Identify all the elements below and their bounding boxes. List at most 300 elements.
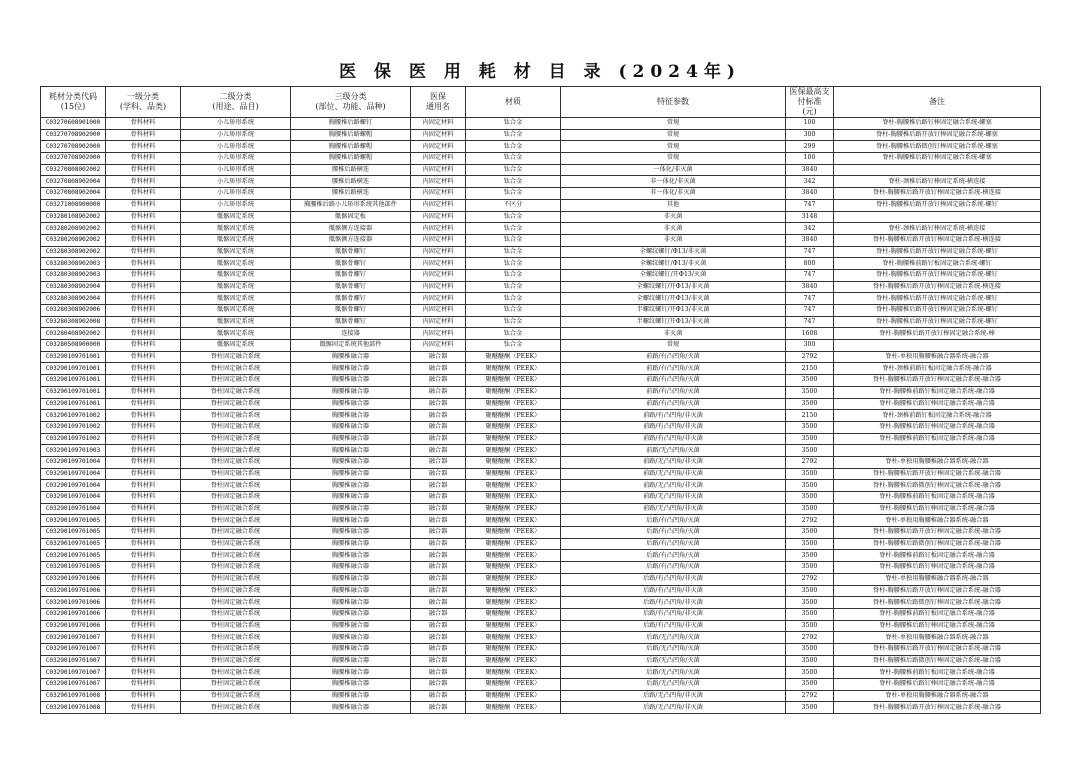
cell-generic-name: 融合器 (411, 351, 466, 363)
cell-generic-name: 融合器 (411, 527, 466, 539)
catalog-table (40, 86, 1041, 714)
cell-category-3: 胸腰椎融合器 (291, 445, 411, 457)
cell-remarks: 脊柱-单独用胸腰椎融合器系统-融合器 (834, 690, 1041, 702)
cell-material: 钛合金 (466, 281, 561, 293)
cell-remarks: 脊柱-胸腰椎前路钉板固定融合系统-融合器 (834, 386, 1041, 398)
cell-max-payment: 3500 (786, 655, 834, 667)
cell-category-1: 骨科材料 (106, 527, 181, 539)
cell-category-3: 胸腰椎融合器 (291, 632, 411, 644)
cell-category-1: 骨科材料 (106, 667, 181, 679)
cell-material: 聚醚醚酮（PEEK） (466, 690, 561, 702)
cell-category-3: 骶髂侧方连接器 (291, 223, 411, 235)
cell-category-3: 胸腰椎融合器 (291, 643, 411, 655)
cell-category-2: 脊柱固定融合系统 (181, 433, 291, 445)
cell-category-1: 骨科材料 (106, 363, 181, 375)
cell-category-2: 脊柱固定融合系统 (181, 503, 291, 515)
cell-category-1: 骨科材料 (106, 305, 181, 317)
cell-code: C03290109701008 (41, 690, 106, 702)
cell-material: 聚醚醚酮（PEEK） (466, 655, 561, 667)
cell-category-1: 骨科材料 (106, 679, 181, 691)
cell-remarks: 脊柱-胸腰椎前路钉板固定融合系统-融合器 (834, 492, 1041, 504)
cell-category-1: 骨科材料 (106, 433, 181, 445)
cell-generic-name: 融合器 (411, 468, 466, 480)
cell-feature-params: 前路/有凸凹角/灭菌 (561, 375, 786, 387)
cell-max-payment: 3500 (786, 386, 834, 398)
cell-category-2: 脊柱固定融合系统 (181, 667, 291, 679)
cell-feature-params: 半螺纹螺钉/开Φ13/非灭菌 (561, 316, 786, 328)
cell-category-3: 胸腰椎融合器 (291, 503, 411, 515)
cell-category-2: 脊柱固定融合系统 (181, 351, 291, 363)
cell-material: 聚醚醚酮（PEEK） (466, 573, 561, 585)
cell-category-2: 脊柱固定融合系统 (181, 468, 291, 480)
cell-category-1: 骨科材料 (106, 468, 181, 480)
cell-feature-params: 非一体化/非灭菌 (561, 188, 786, 200)
cell-max-payment: 300 (786, 340, 834, 352)
cell-generic-name: 融合器 (411, 445, 466, 457)
cell-category-3: 胸腰椎融合器 (291, 585, 411, 597)
cell-remarks: 脊柱-胸腰椎前路钉板固定融合系统-融合器 (834, 667, 1041, 679)
cell-category-3: 骶髂骨螺钉 (291, 269, 411, 281)
cell-code: C03290109701007 (41, 667, 106, 679)
cell-category-2: 脊柱固定融合系统 (181, 655, 291, 667)
cell-category-1: 骨科材料 (106, 421, 181, 433)
cell-max-payment: 2792 (786, 690, 834, 702)
cell-category-2: 骶髂固定系统 (181, 223, 291, 235)
table-row (41, 643, 1041, 655)
table-row (41, 456, 1041, 468)
cell-code: C03270708902000 (41, 129, 106, 141)
cell-remarks: 脊柱-胸腰椎前路钉板固定融合系统-融合器 (834, 550, 1041, 562)
cell-feature-params: 全螺纹螺钉/开Φ13/非灭菌 (561, 281, 786, 293)
table-row (41, 340, 1041, 352)
table-row (41, 375, 1041, 387)
cell-feature-params: 前路/有凸凹角/非灭菌 (561, 433, 786, 445)
table-row (41, 503, 1041, 515)
cell-category-3: 胸腰椎融合器 (291, 480, 411, 492)
cell-category-2: 脊柱固定融合系统 (181, 480, 291, 492)
cell-remarks: 脊柱-单独用胸腰椎融合器系统-融合器 (834, 573, 1041, 585)
cell-remarks: 脊柱-胸腰椎后路微创钉棒固定融合系统-融合器 (834, 655, 1041, 667)
cell-generic-name: 内固定材料 (411, 340, 466, 352)
cell-category-1: 骨科材料 (106, 269, 181, 281)
column-header-category-3: 三级分类 (部位、功能、品种) (291, 87, 411, 118)
cell-category-1: 骨科材料 (106, 246, 181, 258)
cell-category-2: 脊柱固定融合系统 (181, 585, 291, 597)
cell-max-payment: 100 (786, 153, 834, 165)
cell-max-payment: 2150 (786, 410, 834, 422)
cell-generic-name: 融合器 (411, 421, 466, 433)
cell-category-3: 胸腰椎融合器 (291, 608, 411, 620)
cell-remarks: 脊柱-胸腰椎后路钉棒固定融合系统-融合器 (834, 562, 1041, 574)
table-row (41, 398, 1041, 410)
cell-max-payment: 3500 (786, 421, 834, 433)
table-row (41, 608, 1041, 620)
cell-remarks: 脊柱-胸腰椎后路钉棒固定融合系统-融合器 (834, 503, 1041, 515)
cell-category-2: 骶髂固定系统 (181, 293, 291, 305)
cell-feature-params: 前路/无凸凹角/非灭菌 (561, 503, 786, 515)
cell-category-3: 胸腰椎融合器 (291, 386, 411, 398)
cell-material: 聚醚醚酮（PEEK） (466, 351, 561, 363)
cell-generic-name: 融合器 (411, 410, 466, 422)
cell-category-2: 小儿矫形系统 (181, 188, 291, 200)
cell-category-1: 骨科材料 (106, 153, 181, 165)
cell-material: 聚醚醚酮（PEEK） (466, 585, 561, 597)
cell-category-1: 骨科材料 (106, 538, 181, 550)
cell-feature-params: 后路/有凸凹角/非灭菌 (561, 597, 786, 609)
cell-category-2: 小儿矫形系统 (181, 118, 291, 130)
cell-code: C03271008900000 (41, 199, 106, 211)
cell-category-2: 小儿矫形系统 (181, 141, 291, 153)
cell-feature-params: 常规 (561, 153, 786, 165)
cell-code: C03290109701002 (41, 410, 106, 422)
cell-generic-name: 内固定材料 (411, 234, 466, 246)
cell-remarks: 脊柱-胸腰椎前路钉板固定融合系统-螺钉 (834, 258, 1041, 270)
table-row (41, 246, 1041, 258)
cell-code: C03280308902003 (41, 269, 106, 281)
cell-category-1: 骨科材料 (106, 375, 181, 387)
table-row (41, 410, 1041, 422)
cell-category-1: 骨科材料 (106, 410, 181, 422)
cell-max-payment: 3500 (786, 702, 834, 714)
cell-category-3: 胸腰椎融合器 (291, 456, 411, 468)
cell-category-1: 骨科材料 (106, 655, 181, 667)
cell-code: C03290109701006 (41, 620, 106, 632)
cell-category-2: 脊柱固定融合系统 (181, 421, 291, 433)
cell-remarks: 脊柱-胸腰椎后路开放钉棒固定融合系统-棒 (834, 328, 1041, 340)
table-row (41, 620, 1041, 632)
table-row (41, 702, 1041, 714)
cell-category-3: 骶髂侧方连接器 (291, 234, 411, 246)
cell-feature-params: 全螺纹螺钉/Φ13/非灭菌 (561, 246, 786, 258)
cell-category-1: 骨科材料 (106, 597, 181, 609)
table-row (41, 433, 1041, 445)
cell-max-payment: 3840 (786, 281, 834, 293)
cell-category-3: 腰椎后路横连 (291, 188, 411, 200)
cell-category-3: 胸腰椎后路螺钉 (291, 118, 411, 130)
cell-category-3: 骶髂固定系统其他部件 (291, 340, 411, 352)
cell-category-1: 骨科材料 (106, 632, 181, 644)
cell-max-payment: 747 (786, 316, 834, 328)
cell-category-2: 骶髂固定系统 (181, 211, 291, 223)
cell-category-2: 脊柱固定融合系统 (181, 363, 291, 375)
cell-max-payment: 3500 (786, 550, 834, 562)
cell-feature-params: 一体化/非灭菌 (561, 164, 786, 176)
table-row (41, 293, 1041, 305)
cell-feature-params: 后路/无凸凹角/非灭菌 (561, 702, 786, 714)
cell-generic-name: 融合器 (411, 480, 466, 492)
cell-max-payment: 3840 (786, 164, 834, 176)
cell-category-3: 胸腰椎融合器 (291, 375, 411, 387)
cell-feature-params: 非一体化/非灭菌 (561, 176, 786, 188)
cell-feature-params: 后路/无凸凹角/灭菌 (561, 667, 786, 679)
cell-max-payment: 2792 (786, 515, 834, 527)
cell-max-payment: 3500 (786, 667, 834, 679)
cell-category-1: 骨科材料 (106, 492, 181, 504)
cell-material: 钛合金 (466, 153, 561, 165)
cell-feature-params: 全螺纹螺钉/开Φ13/非灭菌 (561, 293, 786, 305)
cell-generic-name: 内固定材料 (411, 316, 466, 328)
cell-category-1: 骨科材料 (106, 456, 181, 468)
cell-category-2: 脊柱固定融合系统 (181, 562, 291, 574)
cell-category-1: 骨科材料 (106, 129, 181, 141)
cell-feature-params: 前路/无凸凹角/非灭菌 (561, 492, 786, 504)
cell-generic-name: 融合器 (411, 515, 466, 527)
cell-material: 钛合金 (466, 129, 561, 141)
cell-category-2: 骶髂固定系统 (181, 305, 291, 317)
table-row (41, 281, 1041, 293)
cell-category-3: 连接器 (291, 328, 411, 340)
cell-remarks (834, 340, 1041, 352)
cell-generic-name: 融合器 (411, 632, 466, 644)
cell-remarks: 脊柱-胸腰椎后路开放钉棒固定融合系统-横连接 (834, 281, 1041, 293)
cell-category-3: 胸腰椎融合器 (291, 667, 411, 679)
cell-code: C03290109701003 (41, 445, 106, 457)
cell-category-3: 胸腰椎融合器 (291, 468, 411, 480)
cell-category-1: 骨科材料 (106, 562, 181, 574)
cell-category-2: 脊柱固定融合系统 (181, 573, 291, 585)
cell-code: C03290109701007 (41, 632, 106, 644)
cell-max-payment: 3500 (786, 398, 834, 410)
cell-category-3: 腰椎后路横连 (291, 164, 411, 176)
cell-code: C03270708902000 (41, 141, 106, 153)
cell-code: C03280408902002 (41, 328, 106, 340)
cell-category-1: 骨科材料 (106, 515, 181, 527)
cell-generic-name: 融合器 (411, 562, 466, 574)
cell-code: C03290109701004 (41, 492, 106, 504)
cell-material: 聚醚醚酮（PEEK） (466, 410, 561, 422)
cell-material: 聚醚醚酮（PEEK） (466, 456, 561, 468)
cell-category-2: 小儿矫形系统 (181, 199, 291, 211)
cell-feature-params: 其他 (561, 199, 786, 211)
cell-generic-name: 内固定材料 (411, 281, 466, 293)
cell-remarks: 脊柱-单独用胸腰椎融合器系统-融合器 (834, 351, 1041, 363)
cell-category-3: 胸腰椎融合器 (291, 679, 411, 691)
cell-remarks: 脊柱-胸腰椎后路开放钉棒固定融合系统-螺钉 (834, 269, 1041, 281)
cell-material: 钛合金 (466, 141, 561, 153)
cell-material: 聚醚醚酮（PEEK） (466, 468, 561, 480)
cell-material: 钛合金 (466, 340, 561, 352)
cell-material: 聚醚醚酮（PEEK） (466, 643, 561, 655)
cell-max-payment: 747 (786, 199, 834, 211)
cell-category-1: 骨科材料 (106, 398, 181, 410)
table-row (41, 141, 1041, 153)
cell-material: 钛合金 (466, 118, 561, 130)
cell-generic-name: 融合器 (411, 492, 466, 504)
cell-category-3: 胸腰椎融合器 (291, 562, 411, 574)
table-row (41, 527, 1041, 539)
cell-feature-params: 后路/有凸凹角/灭菌 (561, 562, 786, 574)
cell-category-1: 骨科材料 (106, 690, 181, 702)
cell-feature-params: 前路/有凸凹角/灭菌 (561, 398, 786, 410)
table-body (41, 118, 1041, 714)
cell-max-payment: 3500 (786, 643, 834, 655)
cell-code: C03290109701002 (41, 433, 106, 445)
cell-category-2: 脊柱固定融合系统 (181, 492, 291, 504)
table-row (41, 188, 1041, 200)
cell-material: 聚醚醚酮（PEEK） (466, 597, 561, 609)
table-row (41, 515, 1041, 527)
cell-max-payment: 3500 (786, 375, 834, 387)
cell-remarks: 脊柱-胸腰椎后路开放钉棒固定融合系统-融合器 (834, 702, 1041, 714)
cell-code: C03290109701002 (41, 421, 106, 433)
cell-category-1: 骨科材料 (106, 351, 181, 363)
cell-max-payment: 100 (786, 118, 834, 130)
table-row (41, 305, 1041, 317)
cell-generic-name: 内固定材料 (411, 188, 466, 200)
cell-feature-params: 后路/有凸凹角/非灭菌 (561, 608, 786, 620)
cell-code: C03290109701005 (41, 515, 106, 527)
cell-feature-params: 前路/无凸凹角/灭菌 (561, 445, 786, 457)
cell-feature-params: 前路/有凸凹角/灭菌 (561, 363, 786, 375)
cell-category-2: 脊柱固定融合系统 (181, 398, 291, 410)
cell-material: 聚醚醚酮（PEEK） (466, 620, 561, 632)
cell-code: C03290109701004 (41, 456, 106, 468)
cell-category-3: 骶髂骨螺钉 (291, 316, 411, 328)
table-row (41, 223, 1041, 235)
cell-code: C03290109701006 (41, 608, 106, 620)
cell-category-2: 骶髂固定系统 (181, 234, 291, 246)
cell-code: C03290109701007 (41, 679, 106, 691)
table-row (41, 421, 1041, 433)
cell-generic-name: 融合器 (411, 679, 466, 691)
cell-code: C03290109701004 (41, 503, 106, 515)
cell-feature-params: 非灭菌 (561, 328, 786, 340)
cell-max-payment: 3500 (786, 492, 834, 504)
cell-generic-name: 内固定材料 (411, 141, 466, 153)
cell-category-2: 脊柱固定融合系统 (181, 690, 291, 702)
cell-material: 聚醚醚酮（PEEK） (466, 679, 561, 691)
cell-max-payment: 3148 (786, 211, 834, 223)
cell-code: C03280208902002 (41, 223, 106, 235)
cell-remarks: 脊柱-胸腰椎后路钉棒固定融合系统-螺塞 (834, 118, 1041, 130)
cell-code: C03280308902003 (41, 258, 106, 270)
cell-category-2: 骶髂固定系统 (181, 328, 291, 340)
cell-category-1: 骨科材料 (106, 702, 181, 714)
cell-max-payment: 747 (786, 269, 834, 281)
cell-category-2: 脊柱固定融合系统 (181, 386, 291, 398)
table-row (41, 468, 1041, 480)
cell-remarks: 脊柱-颈椎后路钉棒固定系统-横连接 (834, 176, 1041, 188)
cell-feature-params: 后路/无凸凹角/灭菌 (561, 643, 786, 655)
cell-feature-params: 前路/有凸凹角/非灭菌 (561, 421, 786, 433)
cell-generic-name: 内固定材料 (411, 293, 466, 305)
cell-code: C03270808902004 (41, 176, 106, 188)
cell-category-2: 骶髂固定系统 (181, 269, 291, 281)
cell-material: 聚醚醚酮（PEEK） (466, 667, 561, 679)
cell-category-1: 骨科材料 (106, 118, 181, 130)
cell-remarks: 脊柱-单独用胸腰椎融合器系统-融合器 (834, 632, 1041, 644)
cell-remarks: 脊柱-胸腰椎后路钉棒固定融合系统-融合器 (834, 421, 1041, 433)
cell-material: 聚醚醚酮（PEEK） (466, 480, 561, 492)
cell-max-payment: 3500 (786, 608, 834, 620)
cell-category-1: 骨科材料 (106, 585, 181, 597)
table-row (41, 690, 1041, 702)
cell-code: C03290109701004 (41, 468, 106, 480)
column-header-feature-params: 特征参数 (561, 87, 786, 118)
table-header-row (41, 87, 1041, 118)
cell-max-payment: 3840 (786, 188, 834, 200)
cell-remarks: 脊柱-胸腰椎后路开放钉棒固定融合系统-融合器 (834, 643, 1041, 655)
cell-remarks: 脊柱-胸腰椎后路开放钉棒固定融合系统-融合器 (834, 585, 1041, 597)
cell-max-payment: 300 (786, 129, 834, 141)
cell-code: C03280108902002 (41, 211, 106, 223)
cell-max-payment: 299 (786, 141, 834, 153)
cell-code: C03290109701006 (41, 573, 106, 585)
cell-remarks: 脊柱-颈椎后路钉棒固定系统-横连接 (834, 223, 1041, 235)
cell-remarks: 脊柱-单独用胸腰椎融合器系统-融合器 (834, 456, 1041, 468)
cell-generic-name: 融合器 (411, 375, 466, 387)
cell-material: 不区分 (466, 199, 561, 211)
cell-category-2: 脊柱固定融合系统 (181, 550, 291, 562)
cell-max-payment: 3500 (786, 679, 834, 691)
cell-feature-params: 前路/有凸凹角/灭菌 (561, 386, 786, 398)
cell-max-payment: 1608 (786, 328, 834, 340)
cell-max-payment: 747 (786, 246, 834, 258)
cell-category-2: 脊柱固定融合系统 (181, 608, 291, 620)
cell-code: C03280208902002 (41, 234, 106, 246)
cell-generic-name: 融合器 (411, 643, 466, 655)
cell-code: C03290109701001 (41, 375, 106, 387)
cell-remarks: 脊柱-胸腰椎后路钉棒固定融合系统-融合器 (834, 398, 1041, 410)
cell-code: C03290109701005 (41, 538, 106, 550)
cell-category-1: 骨科材料 (106, 164, 181, 176)
cell-category-2: 脊柱固定融合系统 (181, 679, 291, 691)
cell-category-1: 骨科材料 (106, 573, 181, 585)
cell-code: C03280508900000 (41, 340, 106, 352)
cell-category-1: 骨科材料 (106, 340, 181, 352)
cell-category-1: 骨科材料 (106, 281, 181, 293)
cell-remarks: 脊柱-胸腰椎后路开放钉棒固定融合系统-螺钉 (834, 246, 1041, 258)
cell-max-payment: 3500 (786, 468, 834, 480)
cell-category-2: 脊柱固定融合系统 (181, 410, 291, 422)
cell-material: 聚醚醚酮（PEEK） (466, 562, 561, 574)
cell-remarks: 脊柱-颈椎前路钉板固定融合系统-融合器 (834, 410, 1041, 422)
cell-category-2: 脊柱固定融合系统 (181, 375, 291, 387)
cell-feature-params: 后路/无凸凹角/非灭菌 (561, 690, 786, 702)
cell-category-1: 骨科材料 (106, 199, 181, 211)
cell-feature-params: 非灭菌 (561, 234, 786, 246)
column-header-category-1: 一级分类 (学科、品类) (106, 87, 181, 118)
cell-material: 钛合金 (466, 211, 561, 223)
table-row (41, 176, 1041, 188)
cell-max-payment: 3840 (786, 234, 834, 246)
cell-max-payment: 2792 (786, 456, 834, 468)
cell-category-1: 骨科材料 (106, 234, 181, 246)
cell-feature-params: 后路/有凸凹角/非灭菌 (561, 573, 786, 585)
cell-remarks: 脊柱-胸腰椎前路钉板固定融合系统-融合器 (834, 608, 1041, 620)
cell-remarks: 脊柱-胸腰椎后路开放钉棒固定融合系统-螺钉 (834, 293, 1041, 305)
cell-feature-params: 常规 (561, 141, 786, 153)
cell-category-1: 骨科材料 (106, 223, 181, 235)
table-row (41, 667, 1041, 679)
cell-remarks: 脊柱-胸腰椎后路开放钉棒固定融合系统-融合器 (834, 375, 1041, 387)
cell-max-payment: 3500 (786, 445, 834, 457)
cell-material: 聚醚醚酮（PEEK） (466, 702, 561, 714)
cell-material: 聚醚醚酮（PEEK） (466, 398, 561, 410)
table-row (41, 129, 1041, 141)
table-row (41, 153, 1041, 165)
cell-material: 聚醚醚酮（PEEK） (466, 363, 561, 375)
cell-material: 聚醚醚酮（PEEK） (466, 421, 561, 433)
cell-category-2: 骶髂固定系统 (181, 340, 291, 352)
cell-category-2: 脊柱固定融合系统 (181, 456, 291, 468)
cell-feature-params: 后路/无凸凹角/灭菌 (561, 655, 786, 667)
cell-category-3: 骶髂骨螺钉 (291, 293, 411, 305)
cell-category-2: 小儿矫形系统 (181, 129, 291, 141)
cell-generic-name: 融合器 (411, 433, 466, 445)
cell-category-3: 骶髂骨螺钉 (291, 258, 411, 270)
cell-code: C03270808002002 (41, 164, 106, 176)
